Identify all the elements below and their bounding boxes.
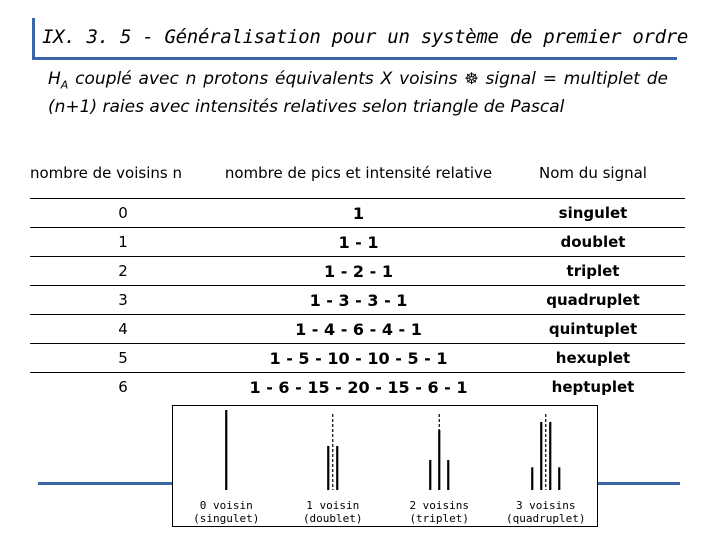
intro-text-2: signal = multiplet de (n+1) raies avec intensités relatives selon triangle de Pascal [48,69,668,118]
cell-neighbors: 6 [30,373,216,402]
table-row [30,344,685,373]
cell-signal-name: singulet [501,199,685,228]
panel-sublabel: (singulet) [193,512,260,525]
cell-signal-name: hexuplet [501,344,685,373]
table-row [30,286,685,315]
intro-paragraph [48,68,668,118]
cell-peaks: 1 - 5 - 10 - 10 - 5 - 1 [216,344,501,373]
cell-peaks: 1 - 2 - 1 [216,257,501,286]
panel-sublabel: (quadruplet) [506,512,586,525]
implies-icon: ☸ [464,69,479,88]
cell-signal-name: quintuplet [501,315,685,344]
cell-neighbors: 3 [30,286,216,315]
cell-neighbors: 4 [30,315,216,344]
header-neighbors: nombre de voisins n [30,164,182,182]
cell-neighbors: 1 [30,228,216,257]
cell-neighbors: 2 [30,257,216,286]
table-row [30,228,685,257]
cell-peaks: 1 [216,199,501,228]
intro-text-1: couplé avec n protons équivalents X voisins [68,69,465,89]
cell-peaks: 1 - 4 - 6 - 4 - 1 [216,315,501,344]
cell-peaks: 1 - 6 - 15 - 20 - 15 - 6 - 1 [216,373,501,402]
spectrum-svg [173,406,599,528]
table-row [30,315,685,344]
table-header-row [30,148,685,199]
table-row [30,199,685,228]
table-row [30,257,685,286]
header-signal-name: Nom du signal [539,164,647,182]
cell-signal-name: heptuplet [501,373,685,402]
cell-neighbors: 0 [30,199,216,228]
panel-sublabel: (triplet) [409,512,470,525]
cell-signal-name: quadruplet [501,286,685,315]
panel-label: 3 voisins [515,499,576,512]
multiplicity-table [30,148,685,401]
cell-signal-name: doublet [501,228,685,257]
panel-sublabel: (doublet) [302,512,363,525]
multiplet-spectrum-figure [172,405,598,527]
cell-peaks: 1 - 1 [216,228,501,257]
proton-subscript: A [60,78,69,92]
slide-title: IX. 3. 5 - Généralisation pour un système de premier ordre [42,26,689,48]
table-row [30,373,685,402]
panel-label: 1 voisin [306,499,360,512]
cell-neighbors: 5 [30,344,216,373]
header-peaks: nombre de pics et intensité relative [224,164,493,182]
cell-signal-name: triplet [501,257,685,286]
cell-peaks: 1 - 3 - 3 - 1 [216,286,501,315]
panel-label: 2 voisins [409,499,470,512]
panel-label: 0 voisin [199,499,253,512]
proton-h: H [48,69,61,89]
